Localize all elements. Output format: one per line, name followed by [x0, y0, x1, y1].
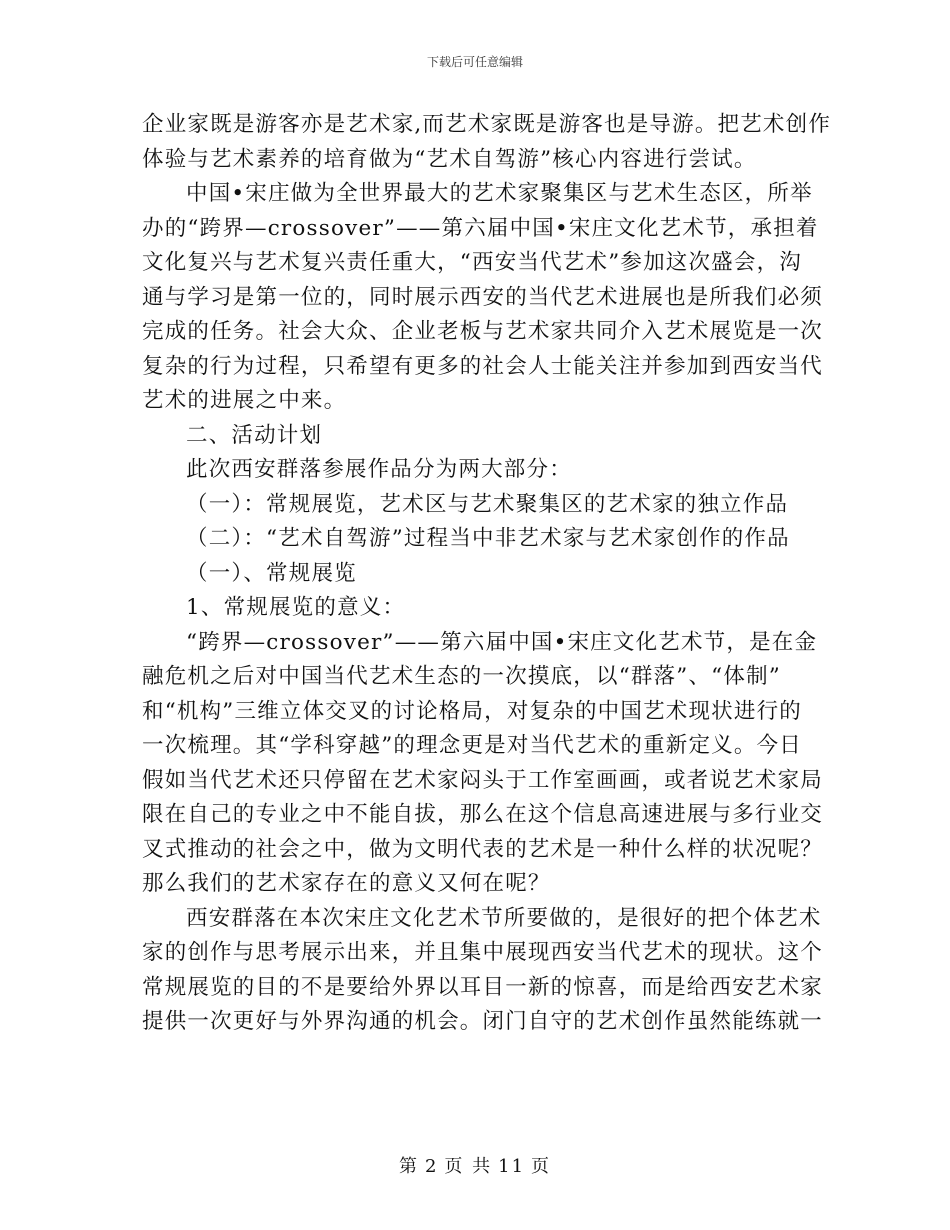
subsection-heading: 1、常规展览的意义：	[186, 595, 406, 620]
paragraph-start-line: 西安群落在本次宋庄文化艺术节所要做的，是很好的把个体艺术	[186, 905, 822, 931]
page-footer	[0, 1152, 950, 1178]
body-line: 家的创作与思考展示出来，并且集中展现西安当代艺术的现状。这个	[142, 940, 824, 965]
footer-prefix: 第	[398, 1156, 419, 1177]
paragraph-start-line: 中国•宋庄做为全世界最大的艺术家聚集区与艺术生态区，所举	[186, 181, 813, 206]
body-line: 通与学习是第一位的，同时展示西安的当代艺术进展也是所我们必须	[142, 284, 824, 310]
body-line: 叉式推动的社会之中，做为文明代表的艺术是一种什么样的状况呢？	[142, 836, 824, 862]
body-line: 复杂的行为过程，只希望有更多的社会人士能关注并参加到西安当代	[142, 353, 824, 379]
body-line: 文化复兴与艺术复兴责任重大，“西安当代艺术”参加这次盛会，沟	[142, 250, 802, 275]
list-item-line: （二）：“艺术自驾游”过程当中非艺术家与艺术家创作的作品	[186, 526, 790, 551]
total-page-count: 11	[498, 1156, 526, 1177]
section-heading: 二、活动计划	[186, 422, 323, 448]
body-line: 常规展览的目的不是要给外界以耳目一新的惊喜，而是给西安艺术家	[142, 974, 824, 1000]
body-line: 和“机构”三维立体交叉的讨论格局，对复杂的中国艺术现状进行的	[142, 698, 802, 724]
body-line: 完成的任务。社会大众、企业老板与艺术家共同介入艺术展览是一次	[142, 319, 824, 344]
footer-suffix: 页	[531, 1156, 552, 1177]
document-body	[142, 108, 832, 1040]
footer-middle: 页 共	[444, 1156, 493, 1177]
page-header-note: 下载后可任意编辑	[426, 55, 523, 69]
body-line: 限在自己的专业之中不能自拔，那么在这个信息高速进展与多行业交	[142, 802, 824, 827]
body-line: 艺术的进展之中来。	[142, 388, 347, 413]
current-page-number: 2	[424, 1156, 439, 1177]
paragraph-start-line: “跨界—crossover”——第六届中国•宋庄文化艺术节，是在金	[186, 629, 818, 655]
body-line: 假如当代艺术还只停留在艺术家闷头于工作室画画，或者说艺术家局	[142, 767, 824, 793]
body-line: 一次梳理。其“学科穿越”的理念更是对当代艺术的重新定义。今日	[142, 733, 802, 758]
body-line: 企业家既是游客亦是艺术家,而艺术家既是游客也是导游。把艺术创作	[142, 112, 832, 137]
subsection-heading: （一）、常规展览	[186, 560, 357, 586]
body-line: 融危机之后对中国当代艺术生态的一次摸底，以“群落”、“体制”	[142, 664, 781, 689]
body-line: 办的“跨界—crossover”——第六届中国•宋庄文化艺术节，承担着	[142, 215, 819, 241]
body-line: 那么我们的艺术家存在的意义又何在呢？	[142, 871, 551, 896]
list-item-line: （一）：常规展览，艺术区与艺术聚集区的艺术家的独立作品	[186, 491, 789, 517]
paragraph-start-line: 此次西安群落参展作品分为两大部分：	[186, 457, 572, 482]
body-line: 提供一次更好与外界沟通的机会。闭门自守的艺术创作虽然能练就一	[142, 1009, 824, 1034]
body-line: 体验与艺术素养的培育做为“艺术自驾游”核心内容进行尝试。	[142, 146, 757, 172]
